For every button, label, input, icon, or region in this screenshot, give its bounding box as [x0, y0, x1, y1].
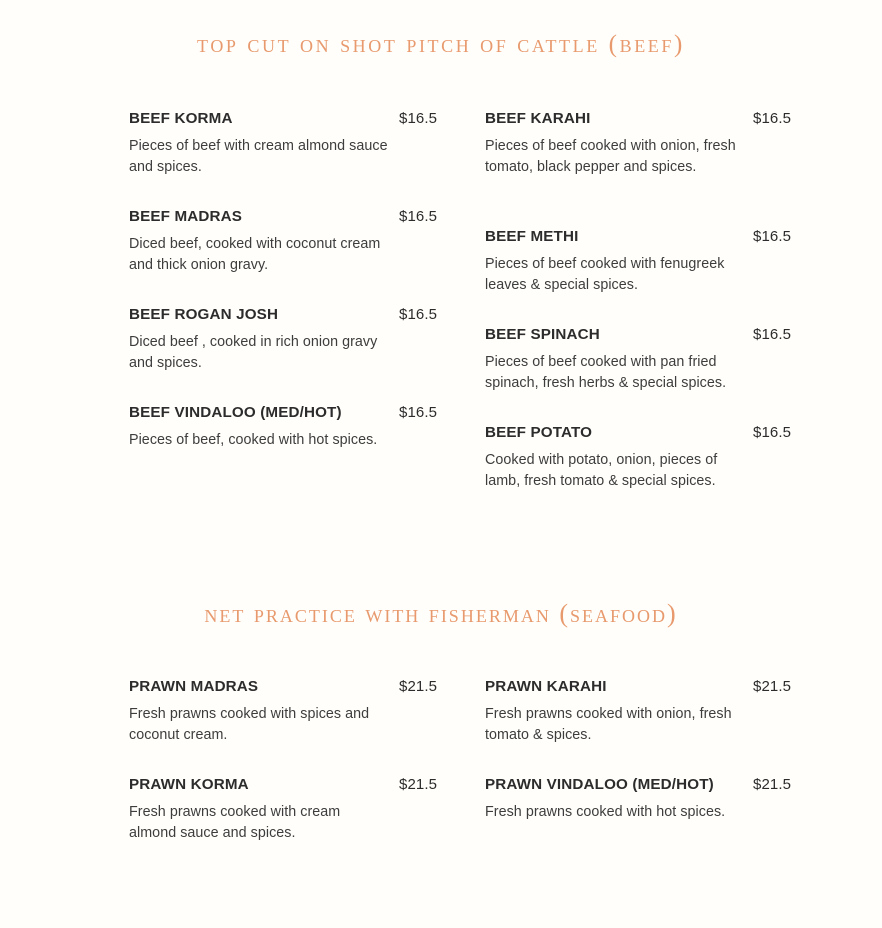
menu-item	[485, 678, 807, 745]
menu-item-header	[485, 326, 807, 344]
menu-item	[485, 776, 807, 823]
menu-item-price: $21.5	[399, 678, 438, 695]
menu-item-description: Pieces of beef cooked with onion, fresh tomato, black pepper and spices.	[485, 138, 736, 175]
menu-item	[129, 110, 449, 177]
menu-item-name: PRAWN VINDALOO (MED/HOT)	[485, 776, 714, 793]
menu-item-header	[129, 404, 449, 422]
menu-item-description: Diced beef, cooked with coconut cream and thick onion gravy.	[129, 236, 381, 273]
menu-item-name: PRAWN KORMA	[129, 776, 249, 793]
menu-item	[129, 306, 449, 373]
menu-item	[485, 424, 807, 491]
section-heading-seafood: net practice with fisherman (seafood)	[204, 599, 678, 628]
menu-item-price: $16.5	[753, 228, 792, 245]
menu-item-price: $21.5	[399, 776, 438, 793]
menu-item-description: Pieces of beef, cooked with hot spices.	[129, 432, 378, 448]
menu-item	[129, 776, 449, 843]
menu-item	[129, 404, 449, 451]
menu-item-header	[129, 776, 449, 794]
menu-item-name: BEEF METHI	[485, 228, 579, 245]
menu-item-header	[129, 306, 449, 324]
menu-item-price: $16.5	[399, 208, 438, 225]
menu-item-name: BEEF KORMA	[129, 110, 233, 127]
menu-item-description: Fresh prawns cooked with cream almond sauce and spices.	[129, 804, 341, 841]
menu-item-name: PRAWN KARAHI	[485, 678, 607, 695]
menu-item-header	[129, 110, 449, 128]
menu-item	[129, 208, 449, 275]
menu-item-name: BEEF VINDALOO (MED/HOT)	[129, 404, 342, 421]
menu-item	[485, 110, 807, 177]
menu-item-description: Fresh prawns cooked with hot spices.	[485, 804, 726, 820]
menu-item-name: BEEF ROGAN JOSH	[129, 306, 279, 323]
menu-item-description: Fresh prawns cooked with onion, fresh tomato & spices.	[485, 706, 732, 743]
menu-item-price: $16.5	[753, 110, 792, 127]
menu-item-price: $16.5	[753, 424, 792, 441]
menu-item-header	[485, 678, 807, 696]
menu-item-header	[485, 110, 807, 128]
menu-item-description: Diced beef , cooked in rich onion gravy and spices.	[129, 334, 378, 371]
menu-item-description: Pieces of beef with cream almond sauce and spices.	[129, 138, 388, 175]
menu-item-description: Fresh prawns cooked with spices and coconut cream.	[129, 706, 370, 743]
menu-item-header	[129, 678, 449, 696]
menu-item-name: BEEF MADRAS	[129, 208, 243, 225]
menu-item-name: BEEF SPINACH	[485, 326, 600, 343]
menu-item-header	[485, 776, 807, 794]
menu-item-description: Pieces of beef cooked with fenugreek leaves & special spices.	[485, 256, 725, 293]
menu-item	[129, 678, 449, 745]
menu-item-name: BEEF POTATO	[485, 424, 593, 441]
menu-item-price: $16.5	[399, 306, 438, 323]
menu-item-header	[485, 228, 807, 246]
menu-item-price: $21.5	[753, 776, 792, 793]
menu-item-name: BEEF KARAHI	[485, 110, 591, 127]
section-heading-beef: top cut on shot pitch of cattle (beef)	[197, 31, 685, 58]
menu-item-price: $16.5	[753, 326, 792, 343]
menu-item-description: Pieces of beef cooked with pan fried spinach, fresh herbs & special spices.	[485, 354, 727, 391]
menu-item-header	[485, 424, 807, 442]
menu-item	[485, 228, 807, 295]
menu-item-header	[129, 208, 449, 226]
menu-item-price: $21.5	[753, 678, 792, 695]
menu-item-name: PRAWN MADRAS	[129, 678, 259, 695]
menu-item	[485, 326, 807, 393]
menu-item-price: $16.5	[399, 404, 438, 421]
menu-item-price: $16.5	[399, 110, 438, 127]
menu-item-description: Cooked with potato, onion, pieces of lamb, fresh tomato & special spices.	[485, 452, 718, 489]
